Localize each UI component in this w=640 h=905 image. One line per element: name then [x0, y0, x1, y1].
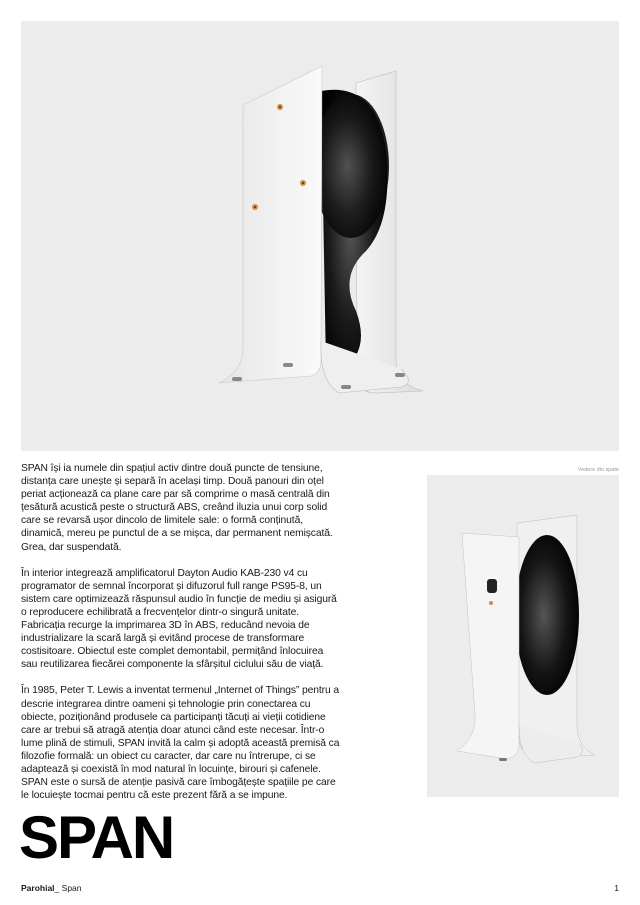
footer-separator: _ — [54, 883, 60, 893]
product-title: SPAN — [19, 804, 174, 871]
side-image — [427, 475, 619, 797]
speaker-back-illustration — [427, 475, 619, 797]
paragraph-philosophy: În 1985, Peter T. Lewis a inventat termenul „Internet of Things” pentru a descrie integrarea dintre oameni și tehnologie prin conectarea cu obiecte, poziționând produsele ca participanți tăcuți ai vieții cotidiene care ar trebui să atragă atenția doar atunci când este necesar. Într-o lume plină de stimuli, SPAN invită la calm și adoptă această premisă ca filozofie formală: un obiect cu caracter, dar care nu întrerupe, ci se adaptează și coexistă în mod natural în locuințe, birouri și cafenele. SPAN este o sursă de atenție pasivă care îmbogățește spațiile pe care le locuiește tocmai pentru că este prezent fără a se impune. — [21, 685, 340, 802]
footer-brand — [21, 883, 82, 893]
body-text — [21, 462, 341, 815]
speaker-front-illustration — [21, 21, 619, 451]
hero-image — [21, 21, 619, 451]
side-image-caption: Vedere din spate — [577, 467, 619, 473]
paragraph-intro: SPAN își ia numele din spațiul activ dintre două puncte de tensiune, distanța care unește și separă în același timp. Două panouri din oțel periat acționează ca plane care par să comprime o masă centrală din țesătură acustică peste o structură ABS, creând iluzia unui corp solid care se revarsă ușor dincolo de limitele sale: o formă conținută, dinamică, mereu pe punctul de a se mișca, dar permanent nemișcată. Grea, dar suspendată. — [21, 463, 333, 553]
paragraph-technology: În interior integrează amplificatorul Dayton Audio KAB-230 v4 cu programator de semnal încorporat și difuzorul full range PS95-8, un sistem care optimizează răspunsul audio în funcție de mediu și asigură o reproducere echilibrată a frecvențelor dintr-o singură unitate. Fabricația recurge la imprimarea 3D în ABS, reducând nevoia de industrializare la scară largă și evitând procese de transformare costisitoare. Obiectul este complet demontabil, permițând înlocuirea sau reutilizarea fiecărei componente la sfârșitul ciclului său de viață. — [21, 567, 337, 671]
footer-brand-name: Parohial — [21, 883, 55, 893]
footer-product-name: Span — [61, 883, 82, 893]
page-number: 1 — [614, 883, 619, 893]
